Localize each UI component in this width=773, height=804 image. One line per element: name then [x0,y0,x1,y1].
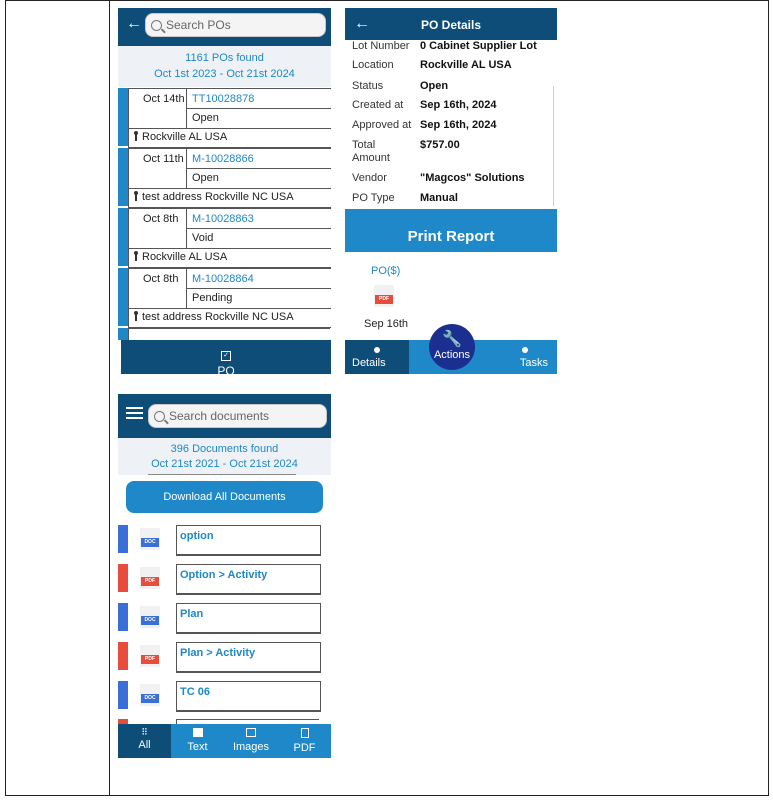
wrench-icon: 🔧 [442,331,462,348]
page-title: PO Details [420,18,482,32]
detail-value: Sep 16th, 2024 [420,99,497,111]
detail-label: Lot Number [352,40,410,52]
detail-label: Vendor [352,172,387,184]
document-item[interactable] [118,681,319,709]
detail-value: Manual [420,192,458,204]
po-item-accent [118,268,128,326]
documents-header [118,394,331,438]
po-details-header [345,8,557,40]
po-list-item[interactable] [118,88,330,146]
grid-icon: ⠿ [141,727,148,737]
po-item-accent [118,88,128,146]
detail-value: $757.00 [420,139,460,151]
po-item-address: test address Rockville NC USA [135,311,294,323]
po-item-number[interactable]: M-10028863 [192,213,254,225]
checklist-icon: ✓ [221,351,231,361]
po-item-date: Oct 8th [143,273,179,285]
po-item-address: Rockville AL USA [135,131,227,143]
po-tab-label: PO [217,364,235,374]
document-title: Plan > Activity [180,647,256,659]
tab-tasks[interactable]: Tasks [493,340,557,374]
document-title: TC 06 [180,686,210,698]
po-list-item[interactable] [118,148,330,206]
document-search-input[interactable] [148,404,327,428]
detail-value: Sep 16th, 2024 [420,119,497,131]
search-icon [154,411,165,422]
documents-screen [118,394,331,758]
po-list-item-partial[interactable] [118,328,330,340]
document-title: option [180,530,214,542]
detail-label: Approved at [352,119,412,131]
po-list-item[interactable] [118,208,330,266]
document-item[interactable] [118,603,319,631]
po-list-screen [118,8,331,374]
po-item-address: Rockville AL USA [135,251,227,263]
actions-button[interactable]: 🔧 Actions [429,324,475,370]
tab-images[interactable]: Images [224,724,278,758]
download-all-button[interactable]: Download All Documents [126,481,323,513]
po-item-number[interactable]: TT10028878 [192,93,255,105]
text-icon [193,728,203,737]
po-item-status: Open [192,172,219,184]
detail-label: Created at [352,99,404,111]
image-icon [246,728,256,737]
doc-file-icon: DOC [140,528,160,550]
file-icon [301,728,309,738]
location-pin-icon [135,192,137,201]
back-arrow-icon[interactable]: ← [126,15,142,32]
tab-all[interactable]: ⠿ All [118,724,171,758]
detail-label: Location [352,59,394,71]
po-item-number[interactable]: M-10028866 [192,153,254,165]
tab-text[interactable]: Text [171,724,224,758]
tab-details[interactable]: Details [345,340,409,374]
po-date-range: Oct 1st 2023 - Oct 21st 2024 [154,68,295,80]
pdf-file-icon[interactable]: PDF [374,285,394,307]
pdf-file-icon: PDF [140,567,160,589]
document-title: Option > Activity [180,569,268,581]
documents-date-range: Oct 21st 2021 - Oct 21st 2024 [151,458,298,470]
scroll-indicator [553,86,554,206]
po-item-date: Oct 14th [143,93,185,105]
document-item[interactable] [118,525,319,553]
detail-value: 0 Cabinet Supplier Lot [420,40,537,52]
po-search-input[interactable] [145,13,326,37]
detail-label: Status [352,80,384,92]
detail-value: Open [420,80,449,92]
doc-file-icon: DOC [140,684,160,706]
location-pin-icon [135,132,137,141]
po-count: 1161 POs found [185,52,264,64]
detail-value: Rockville AL USA [420,59,512,71]
documents-count: 396 Documents found [170,443,279,455]
tab-pdf[interactable]: PDF [278,724,331,758]
table-divider [109,0,110,796]
doc-file-icon: DOC [140,606,160,628]
info-icon [374,347,380,353]
location-pin-icon [135,312,137,321]
po-list-header [118,8,331,46]
tasks-icon [522,347,528,353]
detail-label: PO Type [352,192,395,204]
back-arrow-icon[interactable]: ← [354,15,370,32]
document-title: Plan [180,608,204,620]
po-item-accent [118,148,128,206]
po-summary [118,46,331,87]
po-item-status: Pending [192,292,233,304]
documents-tab-bar [118,724,331,758]
po-tab[interactable] [121,344,331,374]
po-item-status: Void [192,232,214,244]
menu-icon[interactable] [126,407,143,419]
documents-summary [118,438,331,475]
po-details-screen [345,8,557,374]
po-list-item[interactable] [118,268,330,326]
document-search-placeholder: Search documents [169,409,270,423]
po-item-address: test address Rockville NC USA [135,191,294,203]
po-tab-bar [121,340,331,374]
detail-value: "Magcos" Solutions [420,172,525,184]
attachments-label: PO($) [371,265,401,277]
po-item-date: Oct 11th [143,153,184,165]
po-item-number[interactable]: M-10028864 [192,273,254,285]
search-icon [151,20,162,31]
po-item-accent [118,208,128,266]
detail-label: Total Amount [352,139,390,164]
po-item-status: Open [192,112,219,124]
document-item[interactable] [118,642,319,670]
document-item[interactable] [118,564,319,592]
location-pin-icon [135,252,137,261]
pdf-file-icon: PDF [140,645,160,667]
attachment-date: Sep 16th [364,318,409,330]
print-report-button[interactable]: Print Report [345,209,557,252]
po-search-placeholder: Search POs [166,18,231,32]
po-item-date: Oct 8th [143,213,179,225]
